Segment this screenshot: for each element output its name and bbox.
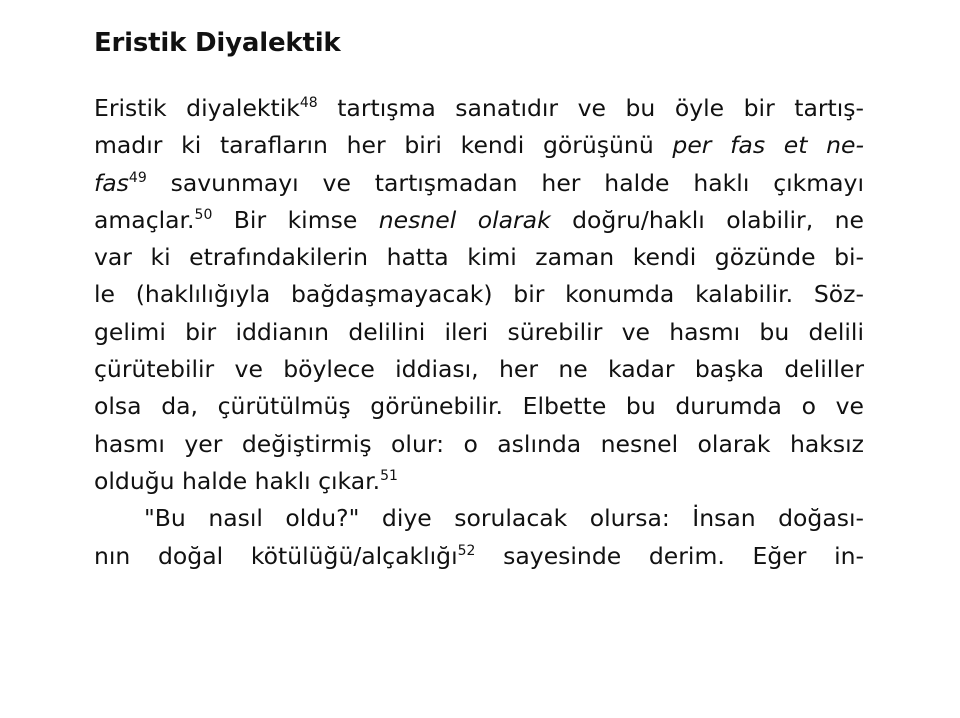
body-paragraphs [94,90,864,575]
footnote-ref: 49 [128,169,147,186]
text-run: var ki etrafındakilerin hatta kimi zaman kendi gözünde bi- [94,243,864,272]
text-line [94,538,864,575]
section-heading: Eristik Diyalektik [94,28,341,58]
text-run: sayesinde derim. Eğer in- [475,541,864,570]
text-run: çürütebilir ve böylece iddiası, her ne kadar başka deliller [94,355,864,384]
text-line [94,426,864,463]
text-run: Bir kimse [212,205,379,234]
text-run: "Bu nasıl oldu?" diye sorulacak olursa: İnsan doğası- [144,504,864,533]
italic-text: per fas et ne- [672,131,864,160]
text-line [94,165,864,202]
text-line [94,202,864,239]
text-run: madır ki tarafların her biri kendi görüşünü [94,131,673,160]
text-line [94,463,864,500]
footnote-ref: 48 [299,95,318,111]
text-line [94,500,864,537]
text-run: hasmı yer değiştirmiş olur: o aslında nesnel olarak haksız [94,429,864,458]
text-run: tartışma sanatıdır ve bu öyle bir tartış- [317,94,864,122]
text-line [94,90,864,127]
text-run: olsa da, çürütülmüş görünebilir. Elbette bu durumda o ve [94,392,864,421]
footnote-ref: 52 [457,542,476,559]
text-run: le (haklılığıyla bağdaşmayacak) bir konumda kalabilir. Söz- [94,280,864,309]
footnote-ref: 50 [194,206,213,223]
text-run: savunmayı ve tartışmadan her halde haklı çıkmayı [146,168,864,197]
text-line [94,276,864,313]
text-run: gelimi bir iddianın delilini ileri sürebilir ve hasmı bu delili [94,317,864,346]
text-run: Eristik diyalektik [94,94,300,122]
italic-text: fas [94,168,129,197]
text-line [94,127,864,164]
italic-text: nesnel olarak [378,205,551,234]
text-line [94,239,864,276]
text-run: amaçlar. [94,205,195,234]
text-run: nın doğal kötülüğü/alçaklığı [94,541,458,570]
text-line [94,351,864,388]
text-line [94,314,864,351]
text-run: olduğu halde haklı çıkar. [94,466,381,495]
footnote-ref: 51 [380,467,398,484]
text-line [94,388,864,425]
text-run: doğru/haklı olabilir, ne [550,205,864,234]
